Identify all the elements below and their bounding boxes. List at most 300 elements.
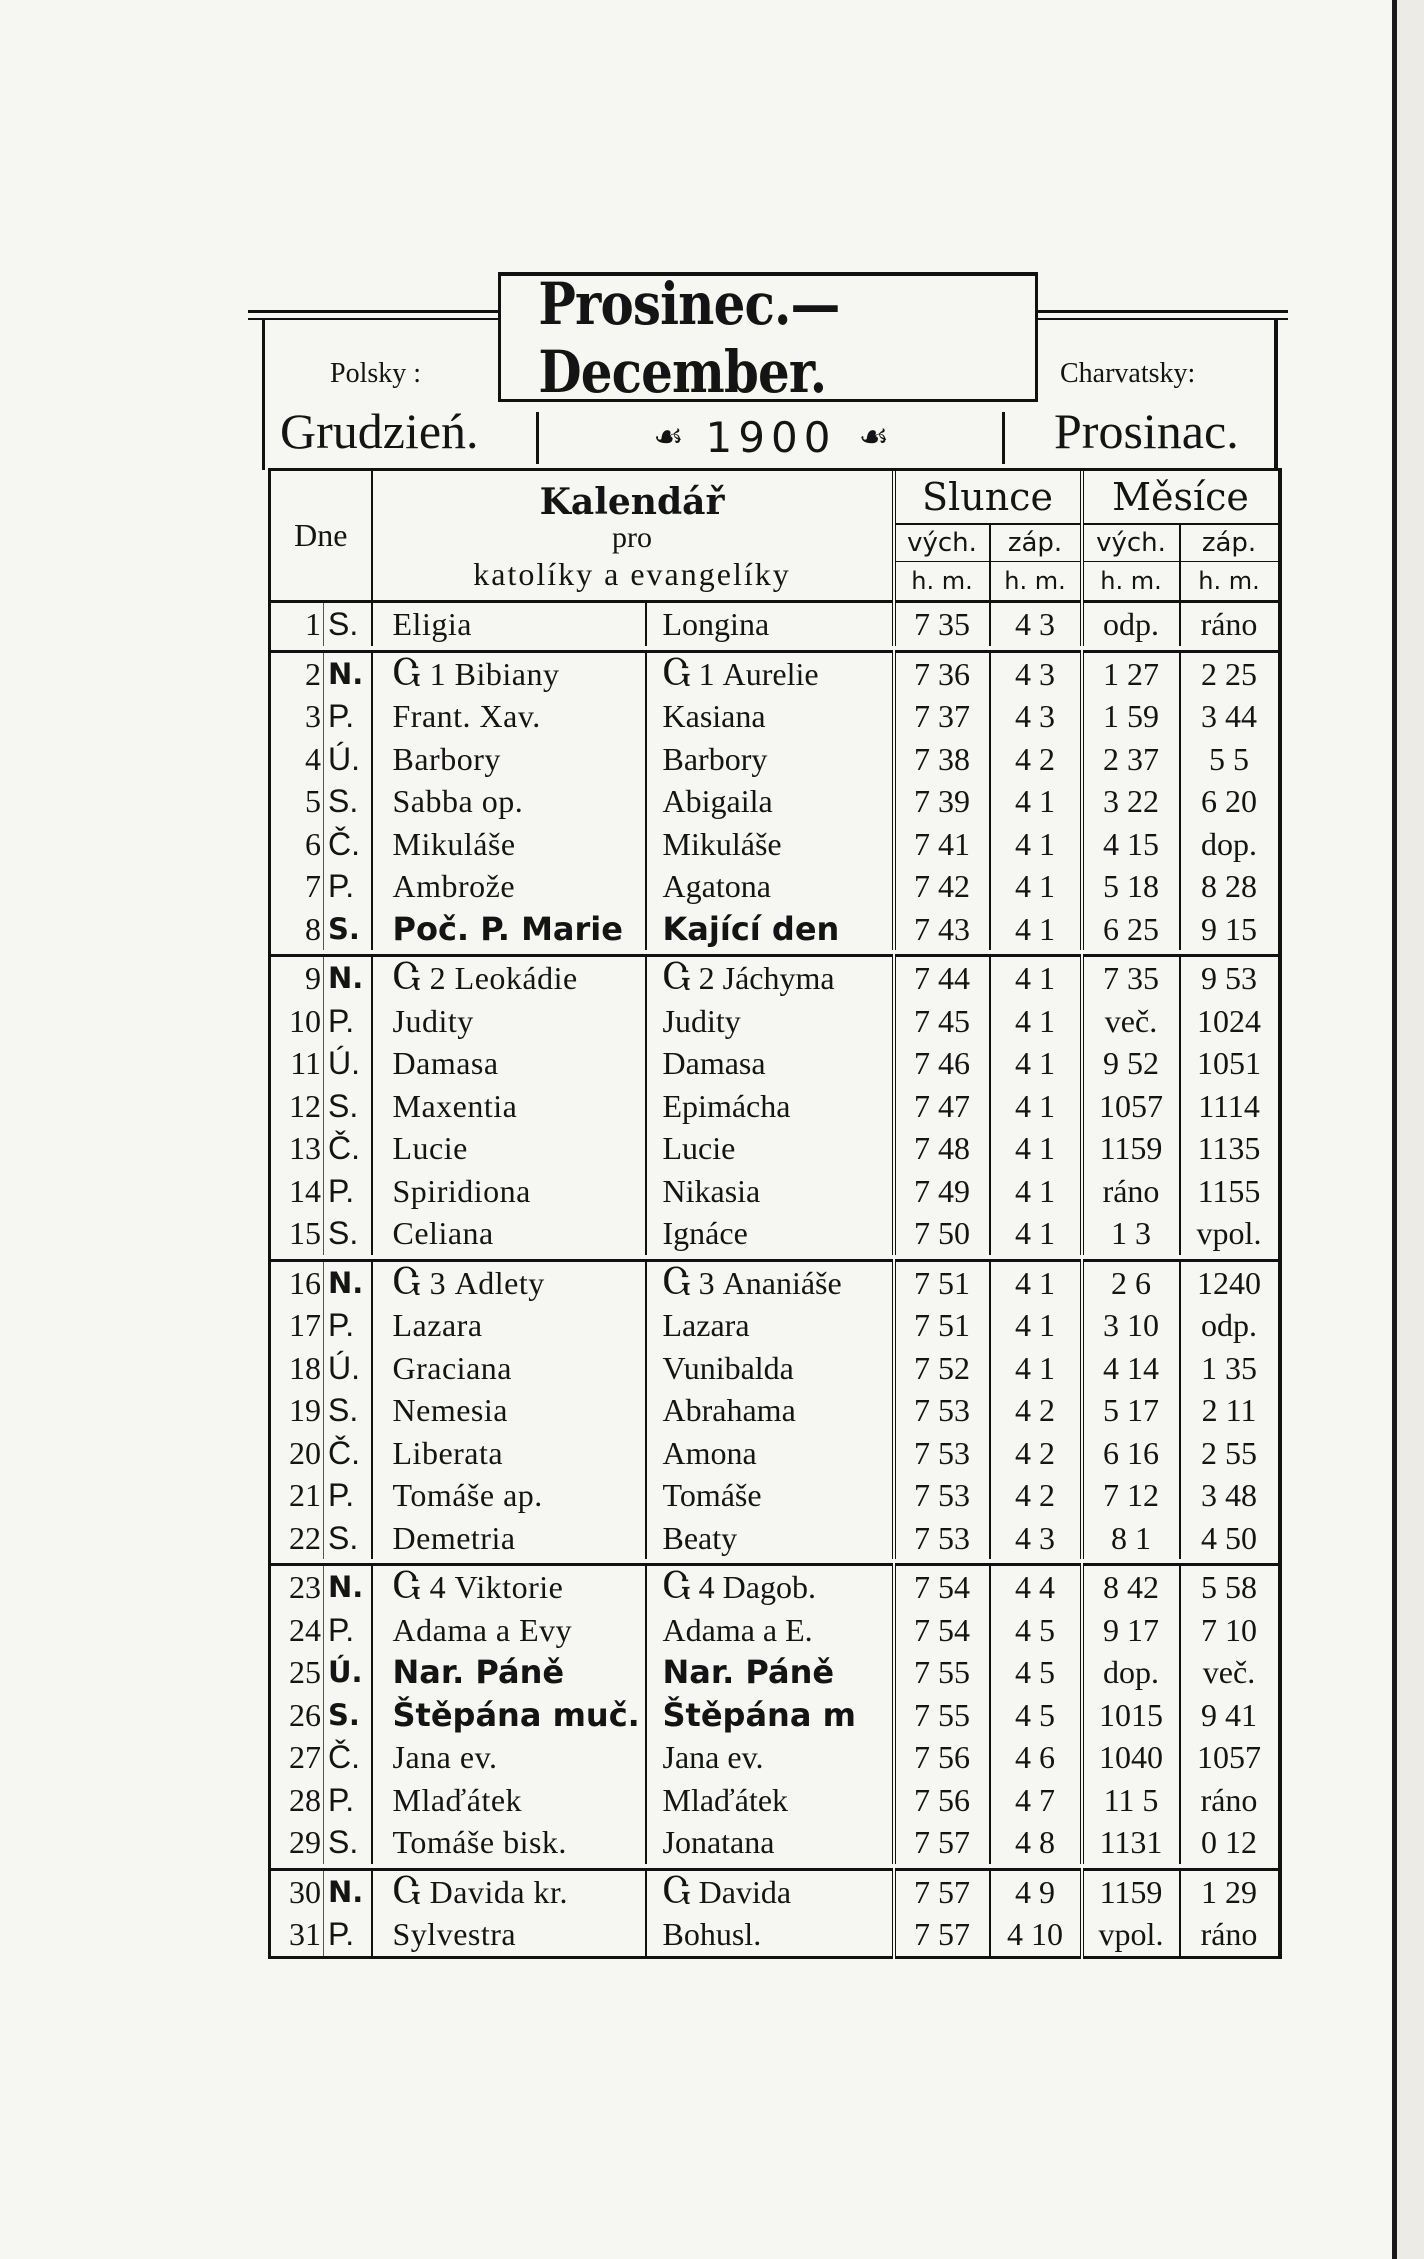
moonrise: 6 25 — [1082, 908, 1180, 951]
evangelical-name: Amona — [646, 1432, 894, 1475]
weekday: P. — [324, 1170, 372, 1213]
day-number: 10 — [270, 1000, 324, 1043]
moonrise: 5 17 — [1082, 1389, 1180, 1432]
croatian-month-name: Prosinac. — [1054, 403, 1239, 459]
evangelical-name: Ignáce — [646, 1212, 894, 1255]
sunrise: 7 46 — [894, 1042, 990, 1085]
moonrise: 4 14 — [1082, 1347, 1180, 1390]
day-number: 17 — [270, 1304, 324, 1347]
calendar-table — [268, 468, 1282, 1959]
frame-right — [1274, 320, 1278, 470]
evangelical-name: Ⴚ 2 Jáchyma — [646, 956, 894, 1000]
weekday: P. — [324, 1000, 372, 1043]
catholic-name: Ambrože — [372, 865, 646, 908]
day-row — [270, 1389, 1280, 1432]
evangelical-name: Beaty — [646, 1517, 894, 1560]
moonrise: 4 15 — [1082, 823, 1180, 866]
day-number: 4 — [270, 738, 324, 781]
catholic-name: Nar. Páně — [372, 1651, 646, 1694]
day-number: 20 — [270, 1432, 324, 1475]
catholic-name: Ⴚ 2 Leokádie — [372, 956, 646, 1000]
weekday: Ú. — [324, 738, 372, 781]
day-row — [270, 1432, 1280, 1475]
moonrise: 11 5 — [1082, 1779, 1180, 1822]
sunset: 4 1 — [990, 908, 1082, 951]
evangelical-name: Štěpána m — [646, 1694, 894, 1737]
weekday: P. — [324, 1304, 372, 1347]
day-row — [270, 1127, 1280, 1170]
moonrise: 1057 — [1082, 1085, 1180, 1128]
catholic-name: Jana ev. — [372, 1736, 646, 1779]
sunrise: 7 57 — [894, 1869, 990, 1913]
sunrise: 7 44 — [894, 956, 990, 1000]
moonrise: 1 59 — [1082, 695, 1180, 738]
moonset: 2 55 — [1201, 1434, 1257, 1471]
year: 1900 — [705, 412, 837, 462]
catholic-name: Nemesia — [372, 1389, 646, 1432]
moonset: 3 48 — [1201, 1477, 1257, 1514]
day-number: 31 — [270, 1913, 324, 1957]
day-number: 1 — [270, 603, 324, 646]
year-row — [536, 412, 1006, 462]
day-row — [270, 1170, 1280, 1213]
moonrise: 8 42 — [1082, 1565, 1180, 1609]
catholic-name: Tomáše bisk. — [372, 1821, 646, 1864]
unit-header: h. m. — [1082, 562, 1180, 602]
sunrise: 7 42 — [894, 865, 990, 908]
day-row — [270, 956, 1280, 1000]
moonset: 1240 — [1180, 1260, 1280, 1304]
weekday: P. — [324, 865, 372, 908]
evangelical-name: Agatona — [646, 865, 894, 908]
sunrise: 7 39 — [894, 780, 990, 823]
moonrise: 1040 — [1082, 1736, 1180, 1779]
header-rule-left — [248, 310, 500, 313]
moonset: ráno — [1200, 1916, 1258, 1953]
unit-header: h. m. — [911, 567, 973, 595]
catholic-name: Eligia — [372, 603, 646, 646]
sunrise: 7 53 — [894, 1517, 990, 1560]
day-row — [270, 1869, 1280, 1913]
moonrise: 1 3 — [1082, 1212, 1180, 1255]
sun-rise-header: vých. — [894, 524, 990, 562]
sunset: 4 2 — [990, 1474, 1082, 1517]
moonrise: 9 17 — [1082, 1609, 1180, 1652]
day-number: 3 — [270, 695, 324, 738]
sunrise: 7 48 — [894, 1127, 990, 1170]
moonset: 3 44 — [1201, 698, 1257, 735]
day-number: 2 — [270, 651, 324, 695]
sunrise: 7 56 — [894, 1779, 990, 1822]
polish-label: Polsky : — [330, 358, 422, 389]
sunrise: 7 54 — [894, 1565, 990, 1609]
catholic-name: Tomáše ap. — [372, 1474, 646, 1517]
evangelical-name: Longina — [646, 603, 894, 646]
day-number: 7 — [270, 865, 324, 908]
evangelical-name: Ⴚ 3 Ananiáše — [646, 1260, 894, 1304]
catholic-name: Spiridiona — [372, 1170, 646, 1213]
evangelical-name: Vunibalda — [646, 1347, 894, 1390]
croatian-label: Charvatsky: — [1060, 358, 1196, 389]
moonset: več. — [1202, 1654, 1256, 1691]
moonset: 1155 — [1197, 1172, 1261, 1209]
weekday: P. — [324, 1474, 372, 1517]
day-row — [270, 1565, 1280, 1609]
day-row — [270, 1736, 1280, 1779]
weekday: P. — [324, 1609, 372, 1652]
sunrise: 7 54 — [894, 1609, 990, 1652]
catholic-name: Damasa — [372, 1042, 646, 1085]
moonset: 1 29 — [1180, 1869, 1280, 1913]
day-number: 11 — [270, 1042, 324, 1085]
day-number: 9 — [270, 956, 324, 1000]
evangelical-name: Nar. Páně — [646, 1651, 894, 1694]
evangelical-name: Lucie — [646, 1127, 894, 1170]
day-number: 18 — [270, 1347, 324, 1390]
evangelical-name: Mikuláše — [646, 823, 894, 866]
catholic-name: Ⴚ 1 Bibiany — [372, 651, 646, 695]
moonset: 9 15 — [1201, 910, 1257, 947]
evangelical-name: Ⴚ Davida — [646, 1869, 894, 1913]
sunset: 4 5 — [990, 1694, 1082, 1737]
moonset: 1 35 — [1201, 1349, 1257, 1386]
sunrise: 7 47 — [894, 1085, 990, 1128]
moonrise: več. — [1082, 1000, 1180, 1043]
evangelical-name: Judity — [646, 1000, 894, 1043]
evangelical-name: Ⴚ 4 Dagob. — [646, 1565, 894, 1609]
moonrise: ráno — [1082, 1170, 1180, 1213]
day-row — [270, 1651, 1280, 1694]
day-number: 24 — [270, 1609, 324, 1652]
moonset: 8 28 — [1201, 868, 1257, 905]
evangelical-name: Kající den — [646, 908, 894, 951]
weekday: S. — [324, 1694, 372, 1737]
moonrise: 3 22 — [1082, 780, 1180, 823]
evangelical-name: Lazara — [646, 1304, 894, 1347]
moonset: 9 41 — [1201, 1696, 1257, 1733]
catholic-name: Graciana — [372, 1347, 646, 1390]
moon-set-header: záp. — [1180, 524, 1280, 562]
moonset: 7 10 — [1201, 1611, 1257, 1648]
day-number: 19 — [270, 1389, 324, 1432]
month-title: Prosinec.— December. — [538, 269, 840, 406]
moonrise: 7 35 — [1082, 956, 1180, 1000]
weekday: Č. — [324, 1432, 372, 1475]
sunset: 4 1 — [990, 1000, 1082, 1043]
sunrise: 7 37 — [894, 695, 990, 738]
sunset: 4 1 — [990, 823, 1082, 866]
moon-header: Měsíce — [1082, 471, 1280, 524]
catholic-name: Ⴚ Davida kr. — [372, 1869, 646, 1913]
day-row — [270, 1821, 1280, 1864]
sunset: 4 3 — [990, 695, 1082, 738]
moonset: 1051 — [1197, 1045, 1261, 1082]
catholic-name: Sabba op. — [372, 780, 646, 823]
moonset: ráno — [1200, 1781, 1258, 1818]
day-row — [270, 603, 1280, 646]
moonset: dop. — [1201, 825, 1257, 862]
moonset: 2 11 — [1201, 1392, 1257, 1429]
sunrise: 7 35 — [894, 603, 990, 646]
sunset: 4 3 — [990, 1517, 1082, 1560]
weekday: S. — [324, 908, 372, 951]
sunrise: 7 55 — [894, 1651, 990, 1694]
frame-left — [262, 320, 265, 470]
moonrise: 1015 — [1082, 1694, 1180, 1737]
evangelical-name: Abigaila — [646, 780, 894, 823]
moonrise: 7 12 — [1082, 1474, 1180, 1517]
sunset: 4 1 — [990, 1170, 1082, 1213]
day-number: 12 — [270, 1085, 324, 1128]
moon-rise-header: vých. — [1082, 524, 1180, 562]
day-row — [270, 1347, 1280, 1390]
sunset: 4 9 — [990, 1869, 1082, 1913]
evangelical-name: Mlaďátek — [646, 1779, 894, 1822]
moonset: ráno — [1200, 606, 1258, 643]
weekday: S. — [324, 1821, 372, 1864]
sunset: 4 10 — [990, 1913, 1082, 1957]
catholic-name: Štěpána muč. — [372, 1694, 646, 1737]
moonrise: 1159 — [1082, 1127, 1180, 1170]
weekday: Č. — [324, 1127, 372, 1170]
evangelical-name: Tomáše — [646, 1474, 894, 1517]
day-number: 22 — [270, 1517, 324, 1560]
day-row — [270, 738, 1280, 781]
moonrise: 8 1 — [1082, 1517, 1180, 1560]
sunset: 4 6 — [990, 1736, 1082, 1779]
day-row — [270, 865, 1280, 908]
day-number: 30 — [270, 1869, 324, 1913]
moonset: 1114 — [1198, 1087, 1260, 1124]
title-box — [498, 269, 1038, 406]
weekday: N. — [324, 1260, 372, 1304]
weekday: Ú. — [324, 1651, 372, 1694]
sunrise: 7 43 — [894, 908, 990, 951]
moonset: 4 50 — [1201, 1519, 1257, 1556]
moonset: odp. — [1201, 1307, 1257, 1344]
calendar-header-who: katolíky a evangelíky — [473, 556, 791, 592]
calendar-header-for: pro — [612, 521, 652, 554]
evangelical-name: Adama a E. — [646, 1609, 894, 1652]
day-row — [270, 908, 1280, 951]
day-row — [270, 1042, 1280, 1085]
day-row — [270, 1517, 1280, 1560]
catholic-name: Liberata — [372, 1432, 646, 1475]
sunrise: 7 55 — [894, 1694, 990, 1737]
moonset: 1135 — [1197, 1130, 1261, 1167]
catholic-name: Celiana — [372, 1212, 646, 1255]
weekday: Ú. — [324, 1042, 372, 1085]
catholic-name: Adama a Evy — [372, 1609, 646, 1652]
sunset: 4 1 — [990, 780, 1082, 823]
weekday: N. — [324, 956, 372, 1000]
weekday: S. — [324, 1212, 372, 1255]
day-row — [270, 1913, 1280, 1957]
weekday: P. — [324, 1779, 372, 1822]
moonrise: 3 10 — [1082, 1304, 1180, 1347]
catholic-name: Ⴚ 3 Adlety — [372, 1260, 646, 1304]
sunset: 4 1 — [990, 1347, 1082, 1390]
weekday: N. — [324, 651, 372, 695]
moonset: 1057 — [1197, 1739, 1261, 1776]
evangelical-name: Abrahama — [646, 1389, 894, 1432]
catholic-name: Demetria — [372, 1517, 646, 1560]
sunrise: 7 36 — [894, 651, 990, 695]
sunset: 4 1 — [990, 956, 1082, 1000]
sunset: 4 1 — [990, 1085, 1082, 1128]
catholic-name: Mikuláše — [372, 823, 646, 866]
catholic-name: Lazara — [372, 1304, 646, 1347]
catholic-name: Poč. P. Marie — [372, 908, 646, 951]
day-row — [270, 1000, 1280, 1043]
weekday: S. — [324, 1085, 372, 1128]
weekday: P. — [324, 1913, 372, 1957]
evangelical-name: Epimácha — [646, 1085, 894, 1128]
day-row — [270, 1694, 1280, 1737]
evangelical-name: Nikasia — [646, 1170, 894, 1213]
day-row — [270, 1609, 1280, 1652]
evangelical-name: Bohusl. — [646, 1913, 894, 1957]
weekday: Č. — [324, 1736, 372, 1779]
catholic-name: Sylvestra — [372, 1913, 646, 1957]
days-header: Dne — [270, 471, 372, 602]
day-row — [270, 1779, 1280, 1822]
sunset: 4 1 — [990, 865, 1082, 908]
sunset: 4 2 — [990, 738, 1082, 781]
sunrise: 7 57 — [894, 1913, 990, 1957]
moonrise: 2 6 — [1082, 1260, 1180, 1304]
weekday: S. — [324, 1389, 372, 1432]
catholic-name: Ⴚ 4 Viktorie — [372, 1565, 646, 1609]
moonrise: vpol. — [1082, 1913, 1180, 1957]
day-row — [270, 780, 1280, 823]
day-number: 29 — [270, 1821, 324, 1864]
day-row — [270, 1304, 1280, 1347]
catholic-name: Lucie — [372, 1127, 646, 1170]
day-row — [270, 823, 1280, 866]
sunrise: 7 51 — [894, 1304, 990, 1347]
sunset: 4 5 — [990, 1651, 1082, 1694]
moonrise: 6 16 — [1082, 1432, 1180, 1475]
moonrise: 1159 — [1082, 1869, 1180, 1913]
evangelical-name: Jana ev. — [646, 1736, 894, 1779]
sunrise: 7 53 — [894, 1474, 990, 1517]
sunset: 4 4 — [990, 1565, 1082, 1609]
sunrise: 7 53 — [894, 1432, 990, 1475]
moonrise: 1131 — [1082, 1821, 1180, 1864]
catholic-name: Judity — [372, 1000, 646, 1043]
sun-header: Slunce — [894, 471, 1082, 524]
weekday: P. — [324, 695, 372, 738]
sunset: 4 3 — [990, 651, 1082, 695]
day-number: 5 — [270, 780, 324, 823]
weekday: S. — [324, 603, 372, 646]
moonset: 5 5 — [1209, 740, 1249, 777]
sunset: 4 1 — [990, 1304, 1082, 1347]
sunset: 4 2 — [990, 1432, 1082, 1475]
weekday: S. — [324, 780, 372, 823]
weekday: Č. — [324, 823, 372, 866]
day-row — [270, 1474, 1280, 1517]
sunset: 4 1 — [990, 1127, 1082, 1170]
moonset: 2 25 — [1180, 651, 1280, 695]
day-number: 25 — [270, 1651, 324, 1694]
weekday: S. — [324, 1517, 372, 1560]
unit-header: h. m. — [990, 562, 1082, 602]
sunrise: 7 45 — [894, 1000, 990, 1043]
header-rule-left-2 — [248, 318, 500, 320]
day-number: 27 — [270, 1736, 324, 1779]
moonset: vpol. — [1196, 1215, 1262, 1252]
day-number: 28 — [270, 1779, 324, 1822]
day-row — [270, 1212, 1280, 1255]
day-number: 14 — [270, 1170, 324, 1213]
sunrise: 7 53 — [894, 1389, 990, 1432]
sunset: 4 1 — [990, 1042, 1082, 1085]
sunrise: 7 56 — [894, 1736, 990, 1779]
day-number: 6 — [270, 823, 324, 866]
day-number: 23 — [270, 1565, 324, 1609]
catholic-name: Maxentia — [372, 1085, 646, 1128]
header-rule-right-2 — [1036, 318, 1288, 320]
moonrise: odp. — [1082, 603, 1180, 646]
sunset: 4 1 — [990, 1260, 1082, 1304]
day-number: 21 — [270, 1474, 324, 1517]
sunset: 4 1 — [990, 1212, 1082, 1255]
sunrise: 7 41 — [894, 823, 990, 866]
moonrise: dop. — [1082, 1651, 1180, 1694]
evangelical-name: Ⴚ 1 Aurelie — [646, 651, 894, 695]
header-rule-right — [1036, 310, 1288, 313]
sunset: 4 7 — [990, 1779, 1082, 1822]
weekday: Ú. — [324, 1347, 372, 1390]
sunrise: 7 51 — [894, 1260, 990, 1304]
sunset: 4 2 — [990, 1389, 1082, 1432]
evangelical-name: Barbory — [646, 738, 894, 781]
moonset: 9 53 — [1180, 956, 1280, 1000]
day-number: 13 — [270, 1127, 324, 1170]
moonrise: 9 52 — [1082, 1042, 1180, 1085]
day-row — [270, 1260, 1280, 1304]
ornament-right-icon: ☙ — [858, 417, 889, 457]
sunrise: 7 52 — [894, 1347, 990, 1390]
day-row — [270, 695, 1280, 738]
moonrise: 1 27 — [1082, 651, 1180, 695]
sunrise: 7 57 — [894, 1821, 990, 1864]
sun-set-header: záp. — [990, 524, 1082, 562]
moonset: 5 58 — [1180, 1565, 1280, 1609]
sunset: 4 5 — [990, 1609, 1082, 1652]
evangelical-name: Jonatana — [646, 1821, 894, 1864]
moonset: 6 20 — [1201, 783, 1257, 820]
moonset: 0 12 — [1201, 1824, 1257, 1861]
catholic-name: Frant. Xav. — [372, 695, 646, 738]
moonset: 1024 — [1197, 1002, 1261, 1039]
evangelical-name: Damasa — [646, 1042, 894, 1085]
calendar-header-title: Kalendář — [539, 481, 725, 523]
evangelical-name: Kasiana — [646, 695, 894, 738]
weekday: N. — [324, 1869, 372, 1913]
day-row — [270, 651, 1280, 695]
catholic-name: Barbory — [372, 738, 646, 781]
sunset: 4 3 — [990, 603, 1082, 646]
calendar-header — [372, 471, 894, 602]
day-row — [270, 1085, 1280, 1128]
ornament-left-icon: ☙ — [653, 417, 684, 457]
day-number: 15 — [270, 1212, 324, 1255]
day-number: 8 — [270, 908, 324, 951]
catholic-name: Mlaďátek — [372, 1779, 646, 1822]
